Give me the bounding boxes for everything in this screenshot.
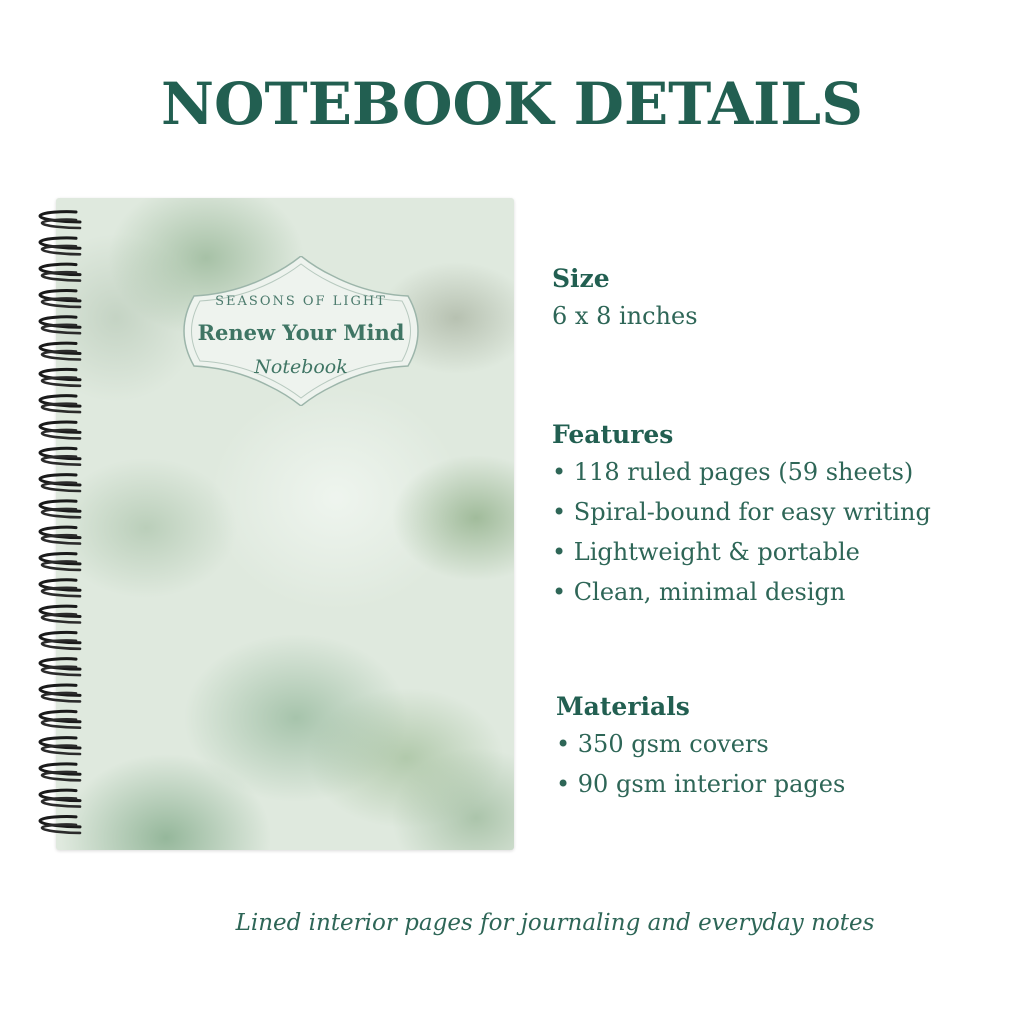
material-item: • 90 gsm interior pages: [556, 770, 846, 798]
cover-subtitle: Notebook: [254, 356, 348, 378]
spiral-ring: [40, 475, 80, 491]
notebook-cover: [56, 198, 514, 850]
materials-section: [556, 690, 845, 804]
feature-item: • Clean, minimal design: [552, 578, 846, 606]
size-heading: Size: [552, 264, 610, 293]
spiral-ring: [40, 264, 80, 280]
spiral-ring: [40, 396, 80, 412]
spiral-ring: [40, 790, 80, 806]
page-title: NOTEBOOK DETAILS: [161, 70, 863, 138]
cover-title: Renew Your Mind: [197, 320, 405, 345]
footer-caption: Lined interior pages for journaling and everyday notes: [235, 910, 875, 936]
feature-item: • 118 ruled pages (59 sheets): [552, 458, 914, 486]
spiral-ring: [40, 606, 80, 622]
features-section: [552, 418, 931, 612]
spiral-ring: [40, 817, 80, 833]
materials-heading: Materials: [556, 692, 690, 721]
spiral-ring: [40, 501, 80, 517]
size-section: [552, 262, 698, 336]
spiral-ring: [40, 685, 80, 701]
spiral-ring: [40, 212, 80, 228]
spiral-ring: [40, 369, 80, 385]
feature-item: • Spiral-bound for easy writing: [552, 498, 931, 526]
size-value: 6 x 8 inches: [552, 302, 698, 330]
spiral-binding-icon: [36, 208, 84, 838]
spiral-ring: [40, 527, 80, 543]
spiral-ring: [40, 711, 80, 727]
spiral-ring: [40, 422, 80, 438]
notebook-image: [36, 198, 514, 850]
cover-series: SEASONS OF LIGHT: [215, 294, 387, 309]
spiral-ring: [40, 632, 80, 648]
spiral-ring: [40, 738, 80, 754]
spiral-ring: [40, 343, 80, 359]
spiral-ring: [40, 448, 80, 464]
spiral-ring: [40, 317, 80, 333]
feature-item: • Lightweight & portable: [552, 538, 860, 566]
cover-label: [174, 256, 428, 406]
spiral-ring: [40, 291, 80, 307]
spiral-ring: [40, 580, 80, 596]
material-item: • 350 gsm covers: [556, 730, 769, 758]
spiral-ring: [40, 764, 80, 780]
features-heading: Features: [552, 420, 674, 449]
spiral-ring: [40, 554, 80, 570]
spiral-ring: [40, 238, 80, 254]
spiral-ring: [40, 659, 80, 675]
